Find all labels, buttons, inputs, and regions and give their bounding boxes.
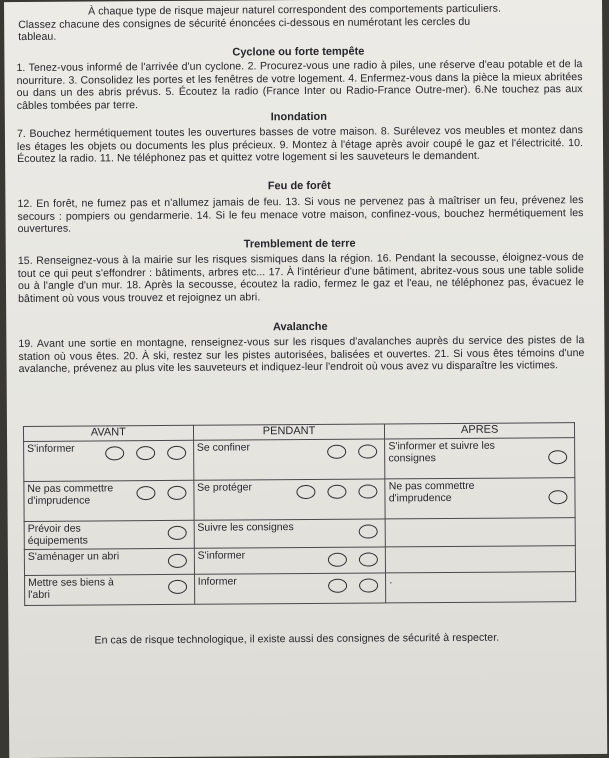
consigne-label: . [389, 574, 393, 587]
consigne-label: Suivre les consignes [197, 521, 294, 534]
answer-circle[interactable] [548, 490, 567, 504]
cell-avant [25, 574, 195, 605]
cell-pendant [194, 479, 386, 520]
cell-apres [386, 572, 576, 603]
section-text-inondation: 7. Bouchez hermétiquement toutes les ouvertures basses de votre maison. 8. Surélevez vos meubles et montez dans les étages les objets ou documents les plus précieux. 9. Montez à l'étage après avoir coupé le gaz et l'électricité. 10. Écoutez la radio. 11. Ne téléphonez pas et quittez votre logement si les sauveteurs le demandent. [16, 124, 584, 166]
cell-apres [385, 438, 575, 479]
cell-apres [386, 546, 576, 573]
cell-pendant [194, 573, 386, 604]
cell-pendant [194, 519, 386, 548]
cell-avant [24, 548, 194, 575]
answer-circles [156, 580, 187, 594]
answer-circles [316, 578, 378, 592]
consigne-label: Mettre ses biens à l'abri [28, 576, 114, 601]
table-row [25, 572, 576, 606]
header-pendant: PENDANT [193, 424, 385, 440]
cell-avant [24, 520, 194, 549]
consigne-label: S'aménager un abri [27, 550, 120, 563]
consigne-label: S'informer et suivre les consignes [388, 439, 495, 465]
answer-circle[interactable] [359, 484, 378, 498]
section-text-feu: 12. En forêt, ne fumez pas et n'allumez jamais de feu. 13. Si vous ne pervenez pas à maîtriser un feu, prévenez les secours : pompiers ou gendarmerie. 14. Si le feu menace votre maison, confinez-vous, bouchez hermétiquement les ouvertures. [17, 194, 584, 236]
section-text-seisme: 15. Renseignez-vous à la mairie sur les risques sismiques dans la région. 16. Pendant la secousse, éloignez-vous de tout ce qui peut s'effondrer : bâtiments, arbres etc... 17. À l'intérieur d'une bâtiment, abritez-vous sous une table solide ou à l'angle d'un mur. 18. Après la secousse, écoutez la radio, fermez le gaz et l'eau, ne téléphonez pas, évacuez le bâtiment où vous vous trouvez et rejoignez un abri. [17, 251, 585, 305]
section-title-avalanche: Avalanche [272, 320, 328, 334]
footnote: En cas de risque technologique, il existe aussi des consignes de sécurité à respecter. [94, 631, 500, 647]
answer-circle[interactable] [297, 485, 316, 499]
cell-pendant [193, 439, 385, 480]
answer-circle[interactable] [359, 552, 378, 566]
table-row [24, 546, 575, 576]
answer-circle[interactable] [105, 446, 124, 460]
answer-circles [347, 524, 378, 538]
cell-pendant [194, 547, 386, 574]
header-apres: APRES [385, 423, 575, 439]
answer-circle[interactable] [167, 526, 186, 540]
table-row [24, 438, 575, 482]
consigne-label: Prévoir des équipements [27, 522, 88, 547]
answer-circle[interactable] [548, 450, 567, 464]
answer-circles [536, 490, 567, 504]
answer-circle[interactable] [136, 486, 155, 500]
worksheet-page [4, 0, 607, 758]
answer-circles [315, 444, 377, 458]
section-text-cyclone: 1. Tenez-vous informé de l'arrivée d'un cyclone. 2. Procurez-vous une radio à piles, une réserve d'eau potable et de la nourriture. 3. Consolidez les portes et les fenêtres de votre logement. 4. Enfermez-vous dans la pièce la mieux abritées ou dans un des abris prévus. 5. Écoutez la radio (France Inter ou Radio-France Outre-mer). 6.Ne touchez pas aux câbles tombées par terre. [16, 58, 583, 112]
answer-circle[interactable] [359, 578, 378, 592]
section-title-cyclone: Cyclone ou forte tempête [232, 45, 365, 59]
consigne-label: Ne pas commettre d'imprudence [388, 479, 475, 505]
answer-circle[interactable] [327, 445, 346, 459]
consigne-label: Se protéger [197, 481, 253, 494]
answer-circles [156, 554, 187, 568]
section-title-seisme: Tremblement de terre [243, 237, 356, 251]
section-title-feu: Feu de forêt [267, 179, 331, 193]
instruction-line-3: tableau. [18, 30, 57, 44]
answer-circles [124, 486, 186, 500]
answer-circle[interactable] [328, 553, 347, 567]
answer-circles [155, 526, 186, 540]
cell-apres [385, 478, 575, 519]
answer-circle[interactable] [359, 524, 378, 538]
answer-circle[interactable] [168, 554, 187, 568]
answer-circle[interactable] [167, 446, 186, 460]
table-row [24, 518, 575, 550]
instructions [18, 2, 566, 44]
instruction-line-1: À chaque type de risque majeur naturel correspondent des comportements particuliers. [88, 2, 501, 18]
consigne-label: S'informer [197, 549, 246, 562]
instruction-line-2: Classez chacune des consignes de sécurité énoncées ci-dessous en numérotant les cercles du [18, 15, 471, 31]
answer-circles [536, 450, 567, 464]
consigne-label: Ne pas commettre d'imprudence [27, 482, 114, 507]
header-avant: AVANT [23, 425, 193, 441]
answer-circle[interactable] [358, 444, 377, 458]
table-row [24, 478, 575, 522]
classification-table [23, 422, 576, 606]
answer-circles [93, 446, 186, 461]
consigne-label: Se confiner [196, 441, 251, 454]
answer-circle[interactable] [136, 446, 155, 460]
answer-circles [285, 484, 378, 499]
answer-circles [316, 552, 378, 566]
consigne-label: Informer [197, 575, 237, 588]
cell-avant [24, 440, 194, 481]
section-text-avalanche: 19. Avant une sortie en montagne, renseignez-vous sur les risques d'avalanches auprès du service des pistes de la station où vous êtes. 20. À ski, restez sur les pistes autorisées, balisées et ouvertes. 21. Si vous êtes témoins d'une avalanche, prévenez au plus vite les sauveteurs et indiquez-leur l'endroit où vous avez vu disparaître les victimes. [18, 334, 585, 376]
cell-apres [385, 518, 575, 547]
answer-circle[interactable] [328, 579, 347, 593]
cell-avant [24, 480, 194, 521]
consigne-label: S'informer [27, 442, 75, 455]
answer-circle[interactable] [168, 580, 187, 594]
answer-circle[interactable] [328, 485, 347, 499]
section-title-inondation: Inondation [270, 110, 327, 124]
answer-circle[interactable] [167, 486, 186, 500]
